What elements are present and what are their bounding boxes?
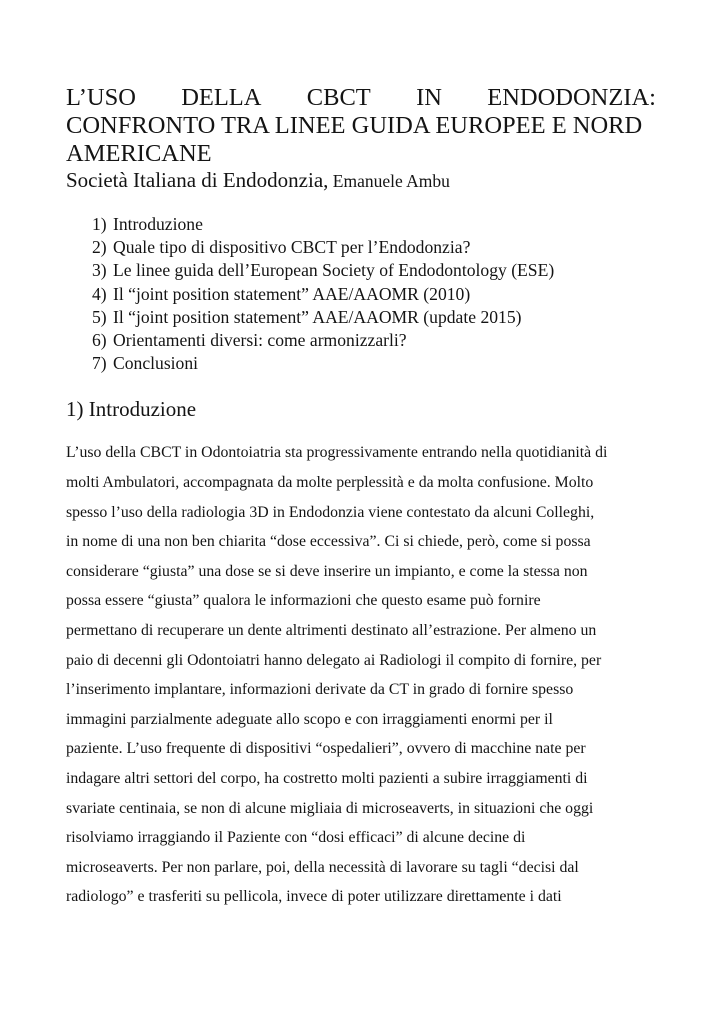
toc-item (92, 213, 656, 236)
title-word: L’USO (66, 84, 136, 111)
section-heading-introduzione: 1) Introduzione (66, 397, 197, 422)
paragraph-line: possa essere “giusta” qualora le informazioni che questo esame può fornire (66, 592, 541, 610)
toc-number: 2) (92, 237, 107, 258)
paragraph-line: permettano di recuperare un dente altrimenti destinato all’estrazione. Per almeno un (66, 621, 597, 639)
byline (66, 168, 656, 193)
toc-label: Il “joint position statement” AAE/AAOMR (2010) (113, 283, 471, 304)
society-name: Società Italiana di Endodonzia, (66, 168, 329, 192)
title-line-3: AMERICANE (66, 140, 212, 167)
introduction-paragraph (66, 438, 656, 912)
paragraph-line: risolviamo irraggiando il Paziente con “dosi efficaci” di alcune decine di (66, 829, 526, 847)
paragraph-line: svariate centinaia, se non di alcune migliaia di microseaverts, in situazioni che oggi (66, 799, 594, 817)
toc-label: Introduzione (113, 214, 203, 234)
paragraph-line: indagare altri settori del corpo, ha costretto molti pazienti a subire irraggiamenti di (66, 769, 588, 787)
paragraph-line: microseaverts. Per non parlare, poi, della necessità di lavorare su tagli “decisi dal (66, 858, 579, 876)
paragraph-line: considerare “giusta” una dose se si deve inserire un impianto, e come la stessa non (66, 562, 588, 580)
paragraph-line: spesso l’uso della radiologia 3D in Endodonzia viene contestato da alcuni Colleghi, (66, 503, 595, 521)
paragraph-line: paio di decenni gli Odontoiatri hanno delegato ai Radiologi il compito di fornire, per (66, 651, 602, 669)
toc-number: 7) (92, 353, 107, 374)
title-word: IN (416, 84, 442, 111)
document-title (66, 84, 656, 168)
toc-item (92, 306, 656, 329)
toc-item (92, 259, 656, 282)
toc-item (92, 329, 656, 352)
toc-number: 4) (92, 283, 107, 304)
toc-item (92, 236, 656, 259)
title-line-2: CONFRONTO TRA LINEE GUIDA EUROPEE E NORD (66, 112, 643, 139)
toc-number: 1) (92, 214, 107, 234)
toc-label: Conclusioni (113, 353, 199, 374)
toc-item (92, 283, 656, 306)
table-of-contents (92, 213, 656, 375)
toc-item (92, 352, 656, 375)
paragraph-line: L’uso della CBCT in Odontoiatria sta progressivamente entrando nella quotidianità di (66, 444, 608, 462)
paragraph-line: immagini parzialmente adeguate allo scopo e con irraggiamenti enormi per il (66, 710, 553, 728)
toc-label: Le linee guida dell’European Society of Endodontology (ESE) (113, 260, 555, 281)
paragraph-line: molti Ambulatori, accompagnata da molte perplessità e da molta confusione. Molto (66, 474, 594, 492)
toc-label: Orientamenti diversi: come armonizzarli? (113, 330, 407, 351)
toc-label: Il “joint position statement” AAE/AAOMR (update 2015) (113, 306, 522, 327)
title-word: CBCT (306, 84, 371, 111)
paragraph-line: radiologo” e trasferiti su pellicola, invece di poter utilizzare direttamente i dati (66, 888, 562, 906)
toc-number: 6) (92, 330, 107, 351)
title-word: DELLA (181, 84, 262, 111)
paragraph-line: paziente. L’uso frequente di dispositivi “ospedalieri”, ovvero di macchine nate per (66, 740, 586, 758)
toc-number: 5) (92, 306, 107, 327)
toc-number: 3) (92, 260, 107, 281)
document-page (66, 84, 656, 912)
title-line-1 (66, 84, 656, 112)
paragraph-line: l’inserimento implantare, informazioni derivate da CT in grado di fornire spesso (66, 681, 574, 699)
title-word: ENDODONZIA: (487, 84, 656, 111)
toc-label: Quale tipo di dispositivo CBCT per l’Endodonzia? (113, 237, 471, 258)
paragraph-line: in nome di una non ben chiarita “dose eccessiva”. Ci si chiede, però, come si possa (66, 533, 591, 551)
author-name: Emanuele Ambu (328, 171, 450, 191)
